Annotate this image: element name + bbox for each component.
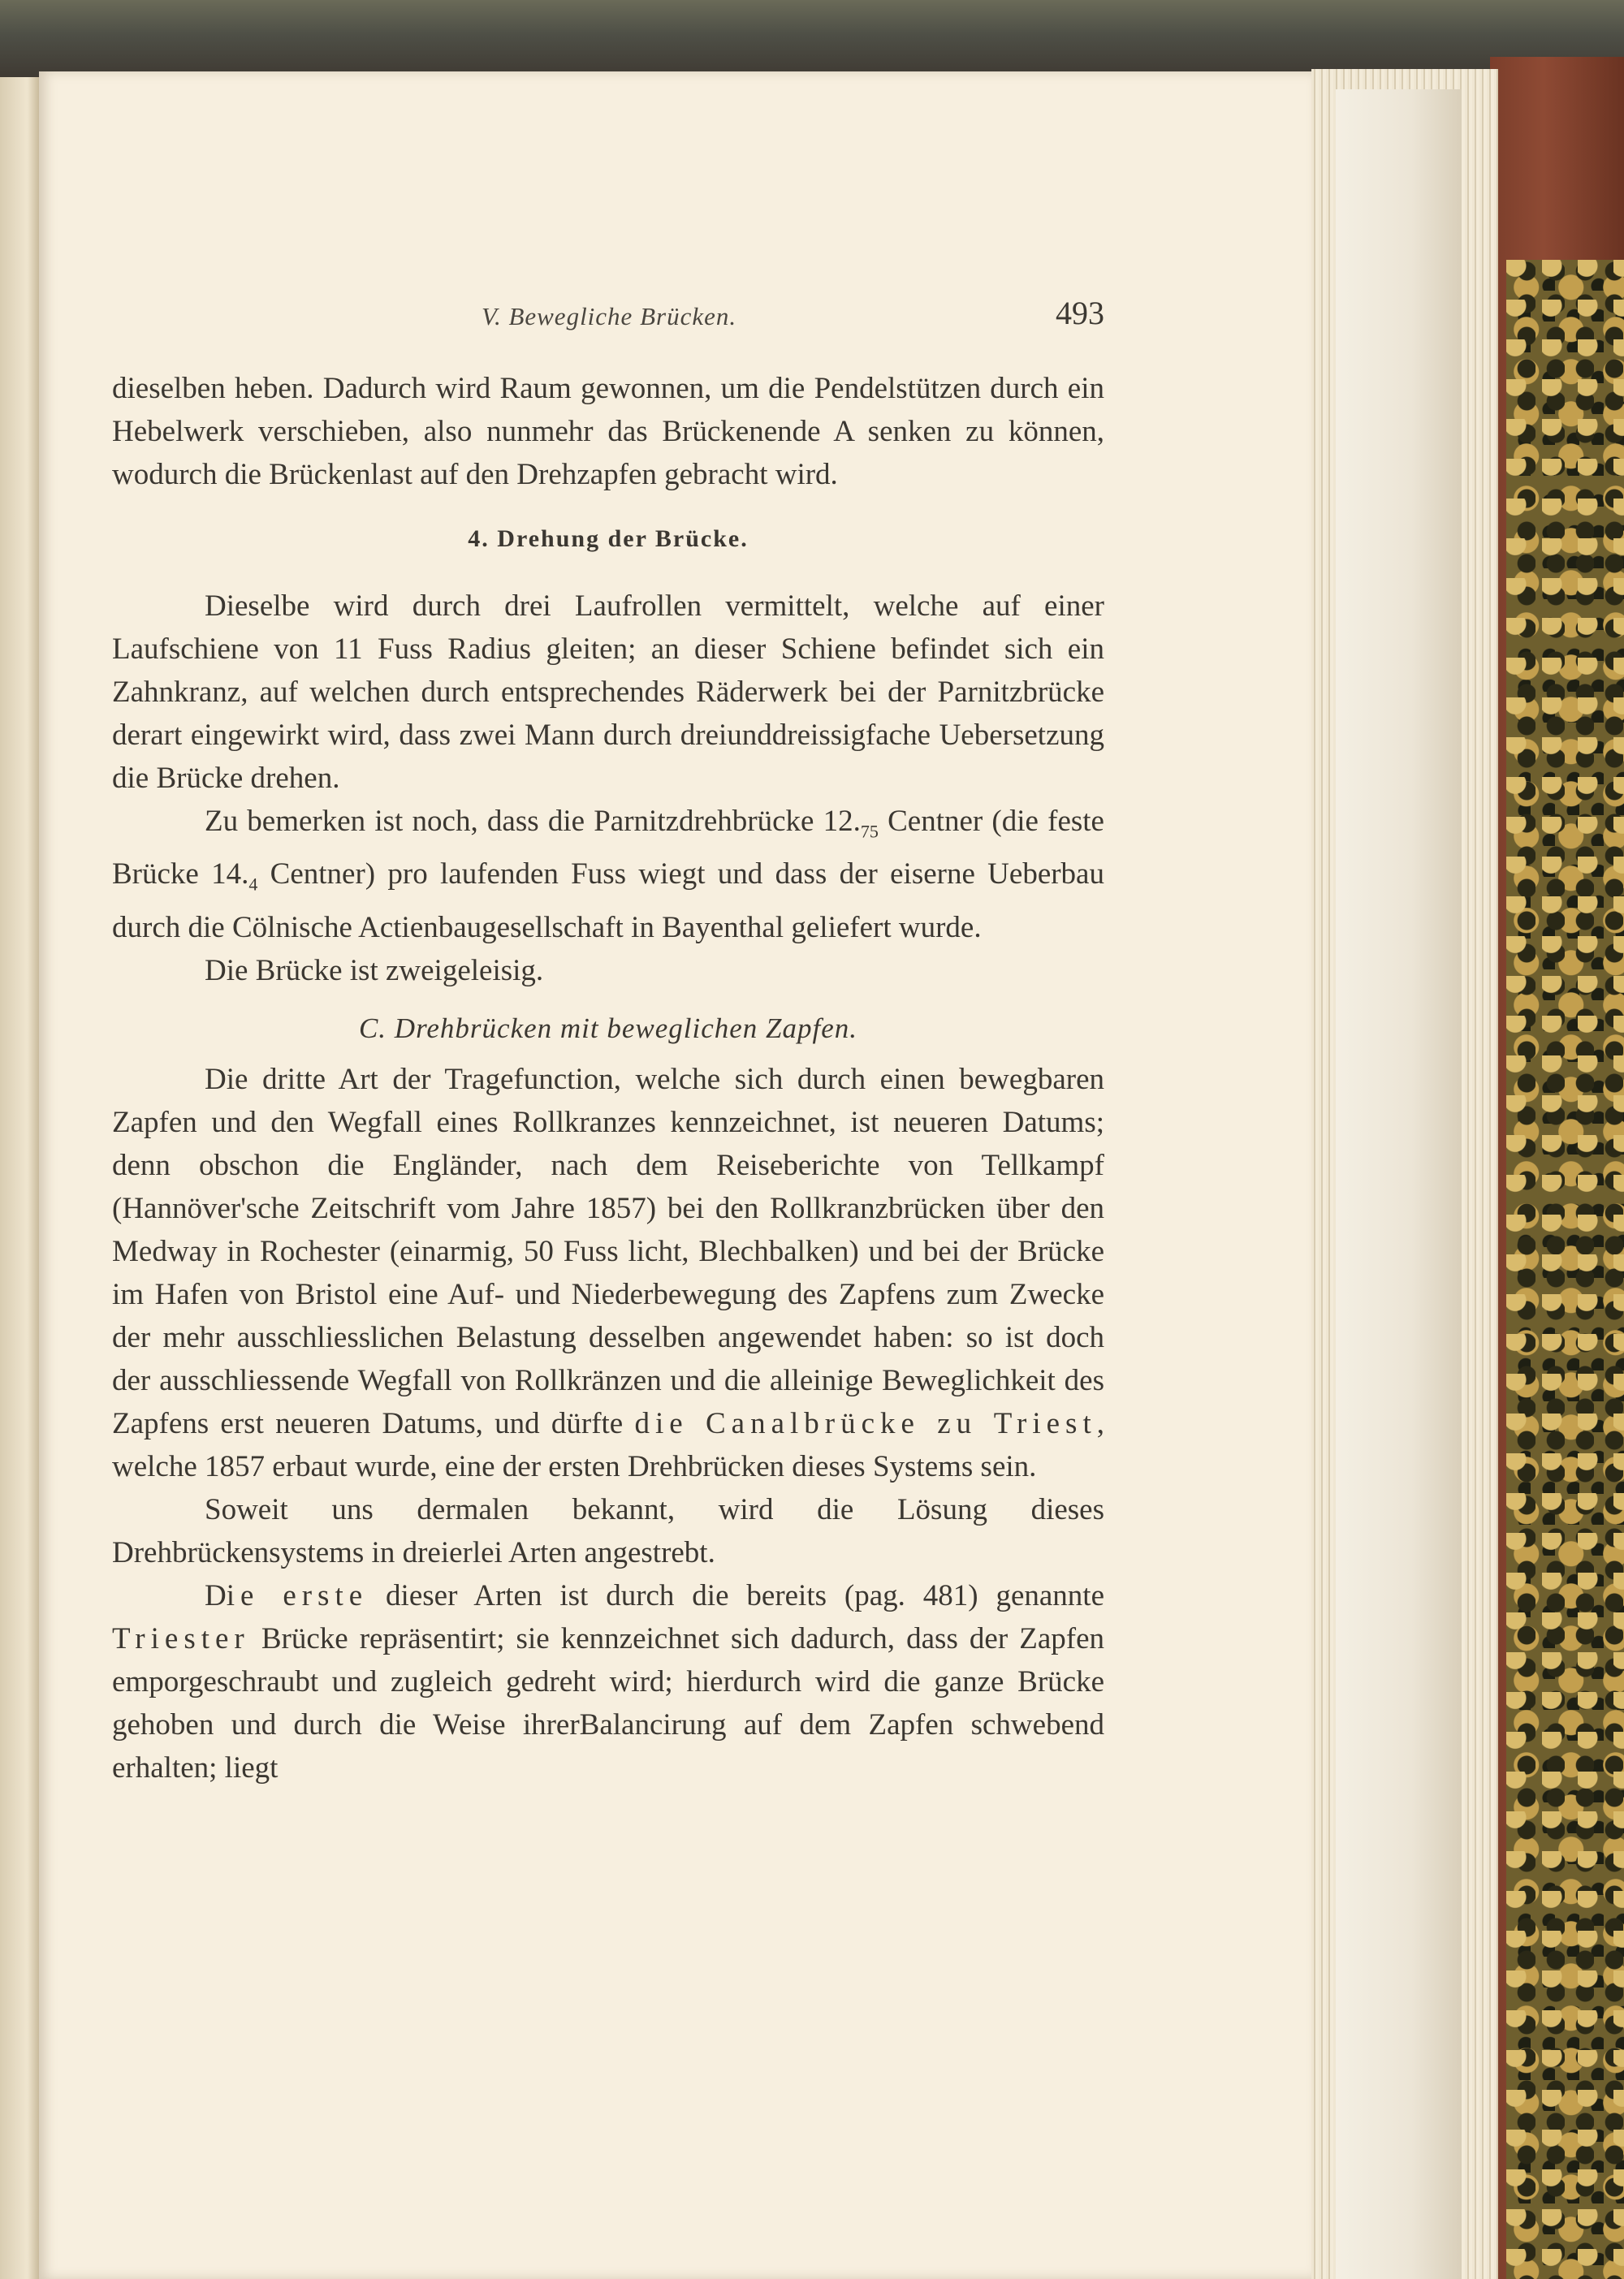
section-heading: 4. Drehung der Brücke.: [468, 525, 749, 552]
paragraph-7-part-b: dieser Arten ist durch die bereits (pag. 481) genannte: [368, 1578, 1105, 1612]
paragraph-3: [112, 800, 1104, 949]
page-stack-inner: [1336, 89, 1462, 2279]
paragraph-6: Soweit uns dermalen bekannt, wird die Lösung dieses Drehbrückensystems in dreierlei Arten angestrebt.: [112, 1492, 1104, 1569]
running-title: V. Bewegliche Brücken.: [482, 302, 737, 330]
book-top-edge: [0, 0, 1624, 77]
paragraph-7-part-c: Brücke repräsentirt; sie kennzeichnet sich dadurch, dass der Zapfen emporgeschraubt und zugleich gedreht wird; hierdurch wird die ganze Brücke gehoben und durch die Weise ihrerBalancirung auf dem Zapfen schwebend erhalten; liegt: [112, 1621, 1104, 1785]
paragraph-5-part-a: Die dritte Art der Tragefunction, welche sich durch einen bewegbaren Zapfen und den Wegfall eines Rollkranzes kennzeichnet, ist neueren Datums; denn obschon die Engländer, nach dem Reiseberichte von Tellkampf (Hannöver'sche Zeitschrift vom Jahre 1857) bei den Rollkranzbrücken über den Medway in Rochester (einarmig, 50 Fuss licht, Blechbalken) und bei der Brücke im Hafen von Bristol eine Auf- und Niederbewegung des Zapfens zum Zwecke der mehr ausschliesslichen Belastung desselben angewendet haben: so ist doch der ausschliessende Wegfall von Rollkränzen und die alleinige Beweglichkeit des Zapfens erst neueren Datums, und dürfte: [112, 1062, 1104, 1440]
marbled-endpaper: [1506, 260, 1624, 2279]
page-body: [112, 367, 1104, 1789]
paragraph-7: [112, 1574, 1104, 1789]
paragraph-5-part-b: , welche 1857 erbaut wurde, eine der ersten Drehbrücken dieses Systems sein.: [112, 1406, 1104, 1483]
paragraph-3-part-a: Zu bemerken ist noch, dass die Parnitzdrehbrücke 12.: [205, 805, 861, 838]
paragraph-3-part-c: Centner) pro laufenden Fuss wiegt und dass der eiserne Ueberbau durch die Cölnische Actienbaugesellschaft in Bayenthal geliefert wurde.: [112, 857, 1104, 944]
paragraph-7-part-a: D: [205, 1578, 227, 1612]
left-page-edge: [0, 77, 39, 2279]
paragraph-5-spaced: die Canalbrücke zu Triest: [634, 1406, 1097, 1440]
paragraph-3-subscript-2: 4: [248, 874, 258, 895]
paragraph-2: Dieselbe wird durch drei Laufrollen vermittelt, welche auf einer Laufschiene von 11 Fuss Radius gleiten; an dieser Schiene befindet sich ein Zahnkranz, auf welchen durch entsprechendes Räderwerk bei der Parnitzbrücke derart eingewirkt wird, dass zwei Mann durch dreiunddreissigfache Uebersetzung die Brücke drehen.: [112, 589, 1104, 795]
paragraph-3-part-b: Centner (die feste Brücke 14.: [112, 805, 1104, 891]
paragraph-1: dieselben heben. Dadurch wird Raum gewonnen, um die Pendelstützen durch ein Hebelwerk verschieben, also nunmehr das Brückenende A senken zu können, wodurch die Brückenlast auf den Drehzapfen gebracht wird.: [112, 372, 1104, 491]
running-head: [112, 294, 1104, 335]
paragraph-5: [112, 1058, 1104, 1488]
subsection-heading: C. Drehbrücken mit beweglichen Zapfen.: [358, 1012, 858, 1044]
paragraph-7-spaced-2: Triester: [112, 1621, 250, 1655]
paragraph-7-spaced-1: ie erste: [226, 1578, 369, 1612]
paragraph-4: Die Brücke ist zweigeleisig.: [205, 953, 544, 987]
paragraph-3-subscript-1: 75: [860, 821, 879, 842]
page-number: 493: [1056, 295, 1104, 331]
